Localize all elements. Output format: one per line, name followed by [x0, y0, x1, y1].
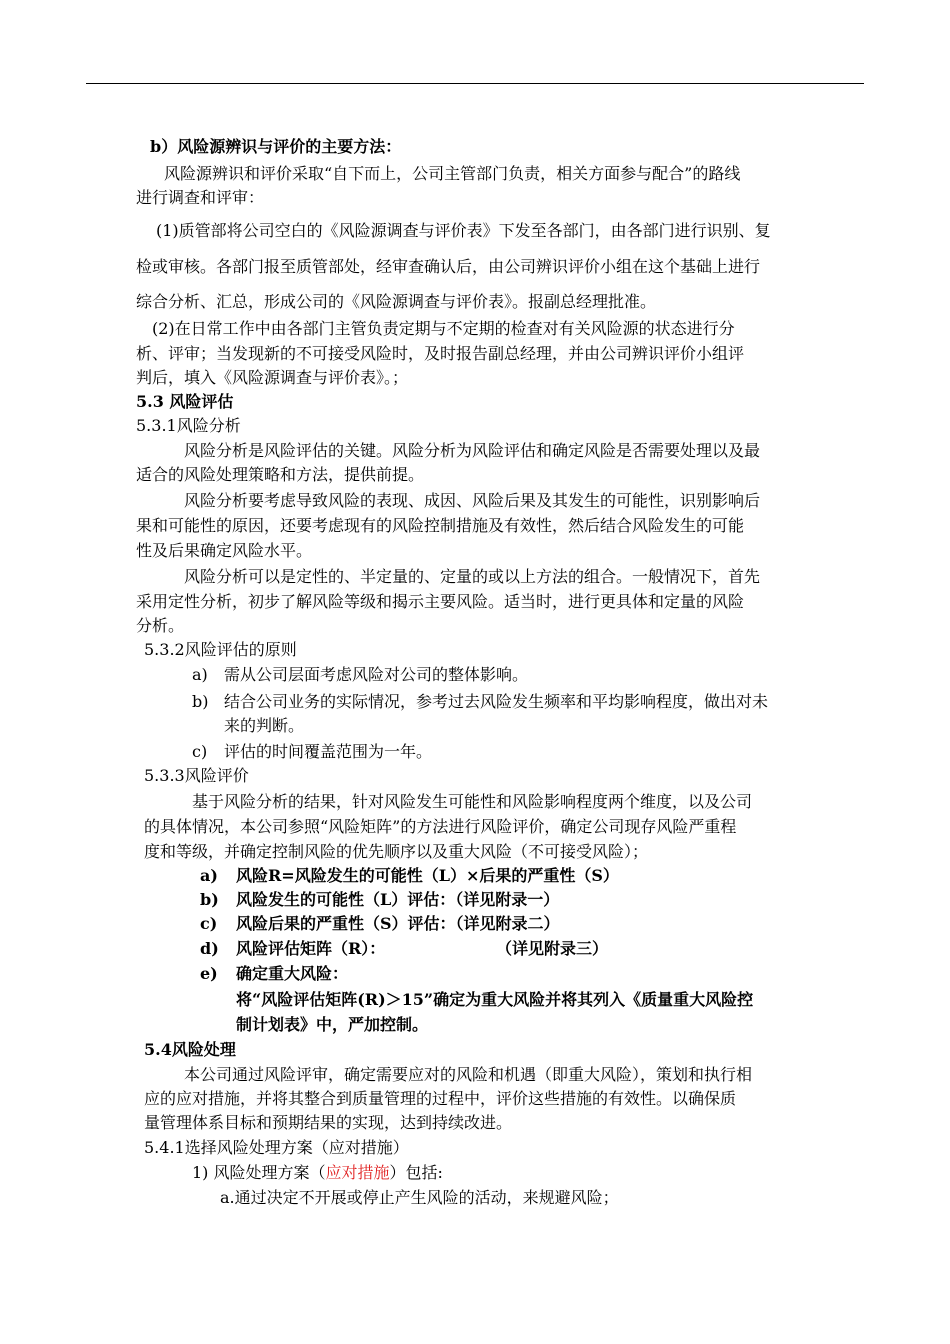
list-marker: e): [200, 964, 218, 983]
highlighted-text: 应对措施: [325, 1163, 390, 1182]
list-marker: c): [192, 742, 208, 761]
paragraph-line: 性及后果确定风险水平。: [136, 541, 313, 560]
paragraph-line: 采用定性分析，初步了解风险等级和揭示主要风险。适当时，进行更具体和定量的风险: [136, 592, 745, 611]
section-5-4-title: 5.4风险处理: [144, 1040, 236, 1059]
paragraph-line: 析、评审；当发现新的不可接受风险时，及时报告副总经理，并由公司辨识评价小组评: [136, 344, 745, 363]
list-item: 风险后果的严重性（S）评估：（详见附录二）: [236, 914, 560, 933]
paragraph-line: 将“风险评估矩阵(R)＞15”确定为重大风险并将其列入《质量重大风险控: [236, 990, 754, 1009]
header-rule: [86, 83, 864, 84]
list-item-prefix: 1) 风险处理方案（: [192, 1163, 326, 1182]
list-item: 风险评估矩阵（R）：: [236, 939, 386, 958]
paragraph-line: 判后，填入《风险源调查与评价表》。；: [136, 368, 409, 387]
list-item: 风险R=风险发生的可能性（L）×后果的严重性（S）: [236, 866, 619, 885]
section-5-3-title: 5.3 风险评估: [136, 392, 234, 411]
list-item: [192, 1161, 443, 1185]
section-5-3-1-title: 5.3.1风险分析: [136, 416, 241, 435]
list-item: 结合公司业务的实际情况，参考过去风险发生频率和平均影响程度，做出对未: [224, 692, 769, 711]
list-item: 风险发生的可能性（L）评估：（详见附录一）: [236, 890, 560, 909]
paragraph-line: 综合分析、汇总，形成公司的《风险源调查与评价表》。报副总经理批准。: [136, 292, 657, 311]
paragraph-line: (1)质管部将公司空白的《风险源调查与评价表》下发至各部门，由各部门进行识别、复: [156, 221, 771, 240]
list-item: 确定重大风险：: [236, 964, 349, 983]
paragraph-line: 的具体情况，本公司参照“风险矩阵”的方法进行风险评价，确定公司现存风险严重程: [144, 817, 737, 836]
paragraph-line: 本公司通过风险评审，确定需要应对的风险和机遇（即重大风险），策划和执行相: [184, 1065, 753, 1084]
list-marker: a): [192, 665, 208, 684]
list-marker: d): [200, 939, 219, 958]
list-item: 来的判断。: [224, 716, 305, 735]
list-item: 需从公司层面考虑风险对公司的整体影响。: [224, 665, 529, 684]
paragraph-line: 风险分析要考虑导致风险的表现、成因、风险后果及其发生的可能性，识别影响后: [184, 491, 761, 510]
paragraph-line: (2)在日常工作中由各部门主管负责定期与不定期的检查对有关风险源的状态进行分: [152, 319, 735, 338]
paragraph-line: 风险分析可以是定性的、半定量的、定量的或以上方法的组合。一般情况下，首先: [184, 567, 761, 586]
paragraph-line: 检或审核。各部门报至质管部处，经审查确认后，由公司辨识评价小组在这个基础上进行: [136, 257, 761, 276]
paragraph-line: 分析。: [136, 616, 185, 635]
list-marker: c): [200, 914, 218, 933]
paragraph-line: 度和等级，并确定控制风险的优先顺序以及重大风险（不可接受风险）；: [144, 842, 649, 861]
list-item: 评估的时间覆盖范围为一年。: [224, 742, 433, 761]
list-item-suffix: ）包括:: [389, 1163, 443, 1182]
section-b-title: b）风险源辨识与评价的主要方法：: [150, 137, 402, 156]
paragraph-line: 进行调查和评审：: [136, 188, 265, 207]
list-item: a.通过决定不开展或停止产生风险的活动，来规避风险；: [220, 1188, 619, 1207]
section-5-3-3-title: 5.3.3风险评价: [144, 766, 249, 785]
paragraph-line: 风险分析是风险评估的关键。风险分析为风险评估和确定风险是否需要处理以及最: [184, 441, 761, 460]
section-5-3-2-title: 5.3.2风险评估的原则: [144, 640, 297, 659]
paragraph-line: 基于风险分析的结果，针对风险发生可能性和风险影响程度两个维度，以及公司: [192, 792, 753, 811]
paragraph-line: 果和可能性的原因，还要考虑现有的风险控制措施及有效性，然后结合风险发生的可能: [136, 516, 745, 535]
list-marker: a): [200, 866, 218, 885]
paragraph-line: 适合的风险处理策略和方法，提供前提。: [136, 465, 425, 484]
paragraph-line: 风险源辨识和评价采取“自下而上，公司主管部门负责，相关方面参与配合”的路线: [164, 164, 741, 183]
paragraph-line: 应的应对措施，并将其整合到质量管理的过程中，评价这些措施的有效性。以确保质: [144, 1089, 737, 1108]
list-marker: b): [200, 890, 219, 909]
paragraph-line: 制计划表》中，严加控制。: [236, 1015, 429, 1034]
paragraph-line: 量管理体系目标和预期结果的实现，达到持续改进。: [144, 1113, 513, 1132]
list-marker: b): [192, 692, 209, 711]
section-5-4-1-title: 5.4.1选择风险处理方案（应对措施）: [144, 1138, 409, 1157]
appendix-reference: （详见附录三）: [496, 939, 609, 958]
